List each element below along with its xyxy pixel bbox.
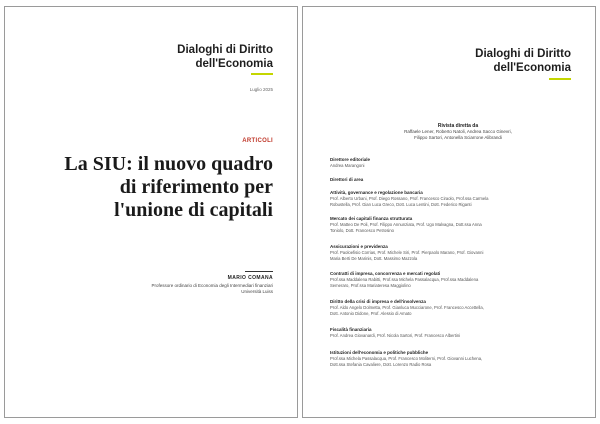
- area-names: Prof. Andrea Giovanardi, Prof. Nicola Sartori, Prof. Francesco Albertini: [330, 333, 461, 338]
- journal-title: Dialoghi di Diritto dell'Economia: [177, 44, 273, 70]
- area-names: Prof. Aldo Angelo Dolmetta, Prof. Gianluca Mucciarone, Prof. Francesco Accettella,: [330, 305, 484, 310]
- area-directors-heading: Direttori di area: [330, 177, 364, 182]
- area-names: Prof.ssa Maddalena Rabitti, Prof.ssa Michela Passalacqua, Prof.ssa Maddalena: [330, 277, 479, 282]
- area-names: Prof.ssa Michela Passalacqua, Prof. Francesco Moliterni, Prof. Giovanni Luchena,: [330, 356, 483, 361]
- area-title: Contratti di impresa, concorrenza e mercati regolati: [330, 271, 441, 276]
- area-title: Fiscalità finanziaria: [330, 327, 372, 332]
- author-affiliation: [73, 283, 273, 295]
- area-names: Prof. Paoloefisio Corrias, Prof. Michele Siri, Prof. Pierpaolo Marano, Prof. Giovanni: [330, 250, 484, 255]
- area-title: Diritto della crisi di impresa e dell'insolvenza: [330, 299, 426, 304]
- area-names: Maria Berti De Marinis, Dott. Massimo Mazzola: [330, 255, 418, 261]
- editorial-direction: [383, 123, 533, 141]
- author-divider: [245, 271, 273, 272]
- area-names: Prof. Matteo De Poli, Prof. Filippo Annunziata, Prof. Ugo Malvagna, Dott.ssa Anna: [330, 222, 482, 227]
- affiliation-line: Università Luiss: [241, 289, 273, 294]
- author-name: MARIO COMANA: [227, 275, 273, 281]
- direction-names: Filippo Sartori, Antonella Sciarrone Alibrandi: [414, 134, 502, 140]
- area-names: Dott. Antonio Didone, Prof. Alessio di Amato: [330, 310, 412, 316]
- affiliation-line: Professore ordinario di Economia degli Intermediari finanziari: [151, 283, 273, 288]
- area-block: [330, 299, 560, 316]
- direction-names: Raffaele Lener, Roberto Natoli, Andrea Sacco Ginevri,: [404, 129, 512, 134]
- cover-page: [4, 6, 298, 418]
- article-title: La SIU: il nuovo quadro di riferimento per l'unione di capitali: [64, 153, 273, 221]
- editorial-director-name: Andrea Marangoni: [330, 163, 365, 168]
- area-names: Prof. Alberto Urbani, Prof. Diego Rossano, Prof. Francesco Ciraolo, Prof.ssa Carmela: [330, 196, 489, 201]
- editorial-director-heading: Direttore editoriale: [330, 157, 371, 162]
- area-title: Attività, governance e regolazione bancaria: [330, 190, 423, 195]
- area-title: Mercato dei capitali finanza strutturata: [330, 216, 413, 221]
- accent-bar: [549, 78, 571, 80]
- area-names: Robustella, Prof. Gian Luca Greco, Dott. Luca Lentini, Dott. Federico Riganti: [330, 201, 472, 207]
- masthead-page: [302, 6, 596, 418]
- area-title: Istituzioni dell'economia e politiche pubbliche: [330, 350, 429, 355]
- direction-heading: Rivista diretta da: [437, 123, 479, 129]
- area-block: [330, 350, 560, 367]
- area-names: Dott.ssa Stefania Cavaliere, Dott. Lorenzo Radio Rosa: [330, 361, 432, 367]
- area-names: Toniolo, Dott. Francesco Petrosino: [330, 227, 395, 233]
- area-block: [330, 216, 560, 233]
- issue-date: Luglio 2025: [249, 87, 273, 92]
- section-label: ARTICOLI: [242, 138, 273, 144]
- area-block: [330, 271, 560, 288]
- journal-title: Dialoghi di Diritto dell'Economia: [475, 48, 571, 74]
- editorial-director: [330, 157, 560, 169]
- area-title: Assicurazioni e previdenza: [330, 244, 388, 249]
- accent-bar: [251, 73, 273, 75]
- area-block: [330, 327, 560, 339]
- area-names: Semeraro, Prof.ssa Mariateresa Maggiolino: [330, 282, 411, 288]
- area-block: [330, 244, 560, 261]
- area-block: [330, 190, 560, 207]
